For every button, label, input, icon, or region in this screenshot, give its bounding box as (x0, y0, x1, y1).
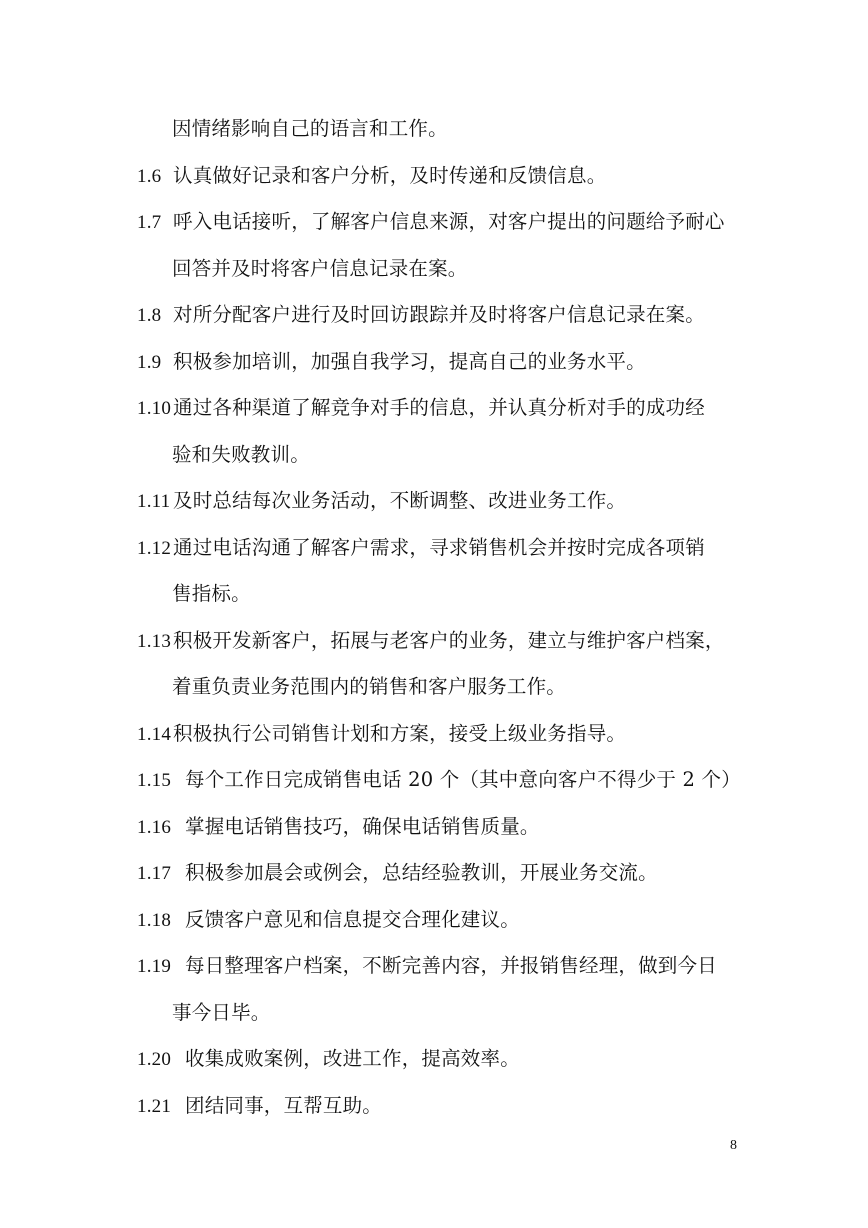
list-item-number: 1.11 (137, 491, 171, 512)
list-item-number: 1.9 (137, 351, 162, 373)
list-item-1-14 (137, 711, 757, 758)
list-item-continuation (137, 106, 757, 153)
list-item-text: 积极参加培训，加强自我学习，提高自己的业务水平。 (173, 349, 646, 373)
list-item-number: 1.21 (137, 1095, 172, 1117)
list-item-1-13 (137, 618, 757, 665)
list-item-number: 1.15 (137, 770, 172, 791)
list-item-text: 验和失败教训。 (172, 442, 310, 466)
list-item-number: 1.20 (137, 1049, 172, 1070)
list-item-number: 1.16 (137, 816, 172, 838)
list-item-text: 着重负责业务范围内的销售和客户服务工作。 (172, 675, 567, 698)
list-item-1-19 (137, 943, 757, 990)
list-item-number: 1.6 (137, 165, 162, 187)
list-item-continuation (137, 571, 757, 618)
list-item-number: 1.10 (137, 398, 172, 419)
list-item-text: 反馈客户意见和信息提交合理化建议。 (185, 907, 520, 931)
list-item-text: 认真做好记录和客户分析，及时传递和反馈信息。 (173, 163, 607, 187)
list-item-1-17 (137, 850, 757, 897)
list-item-1-10 (137, 385, 757, 432)
list-item-1-11 (137, 478, 757, 525)
document-body (137, 106, 757, 1129)
list-item-number: 1.14 (137, 723, 172, 745)
list-item-text: 售指标。 (172, 582, 251, 605)
list-item-text: 积极执行公司销售计划和方案，接受上级业务指导。 (173, 721, 627, 745)
list-item-1-15 (137, 757, 757, 804)
list-item-continuation (137, 990, 757, 1037)
list-item-number: 1.19 (137, 956, 172, 977)
list-item-continuation (137, 664, 757, 711)
list-item-text: 团结同事，互帮互助。 (185, 1093, 383, 1117)
list-item-text: 因情绪影响自己的语言和工作。 (172, 117, 448, 140)
list-item-1-16 (137, 804, 757, 851)
list-item-1-18 (137, 897, 757, 944)
list-item-text: 通过各种渠道了解竞争对手的信息，并认真分析对手的成功经 (173, 396, 705, 419)
list-item-number: 1.13 (137, 630, 172, 652)
list-item-text: 回答并及时将客户信息记录在案。 (172, 256, 468, 280)
list-item-continuation (137, 432, 757, 479)
list-item-text: 每个工作日完成销售电话 20 个（其中意向客户不得少于 2 个） (185, 768, 741, 791)
list-item-number: 1.18 (137, 909, 172, 931)
list-item-1-12 (137, 525, 757, 572)
list-item-text: 及时总结每次业务活动，不断调整、改进业务工作。 (173, 489, 627, 512)
list-item-1-7 (137, 199, 757, 246)
list-item-text: 收集成败案例，改进工作，提高效率。 (185, 1047, 520, 1070)
list-item-number: 1.7 (137, 212, 162, 233)
list-item-1-9 (137, 339, 757, 386)
list-item-number: 1.12 (137, 537, 172, 559)
list-item-text: 呼入电话接听，了解客户信息来源，对客户提出的问题给予耐心 (173, 210, 725, 233)
list-item-text: 事今日毕。 (172, 1000, 271, 1024)
list-item-continuation (137, 246, 757, 293)
list-item-text: 掌握电话销售技巧，确保电话销售质量。 (185, 814, 540, 838)
list-item-1-21 (137, 1083, 757, 1130)
list-item-text: 通过电话沟通了解客户需求，寻求销售机会并按时完成各项销 (173, 535, 705, 559)
list-item-number: 1.8 (137, 305, 162, 326)
list-item-text: 每日整理客户档案，不断完善内容，并报销售经理，做到今日 (185, 954, 717, 977)
list-item-number: 1.17 (137, 863, 172, 884)
list-item-1-6 (137, 153, 757, 200)
list-item-text: 积极参加晨会或例会，总结经验教训，开展业务交流。 (185, 861, 658, 884)
list-item-1-8 (137, 292, 757, 339)
list-item-text: 积极开发新客户，拓展与老客户的业务，建立与维护客户档案， (173, 628, 725, 652)
list-item-1-20 (137, 1036, 757, 1083)
page-number: 8 (730, 1138, 737, 1153)
list-item-text: 对所分配客户进行及时回访跟踪并及时将客户信息记录在案。 (173, 303, 705, 326)
